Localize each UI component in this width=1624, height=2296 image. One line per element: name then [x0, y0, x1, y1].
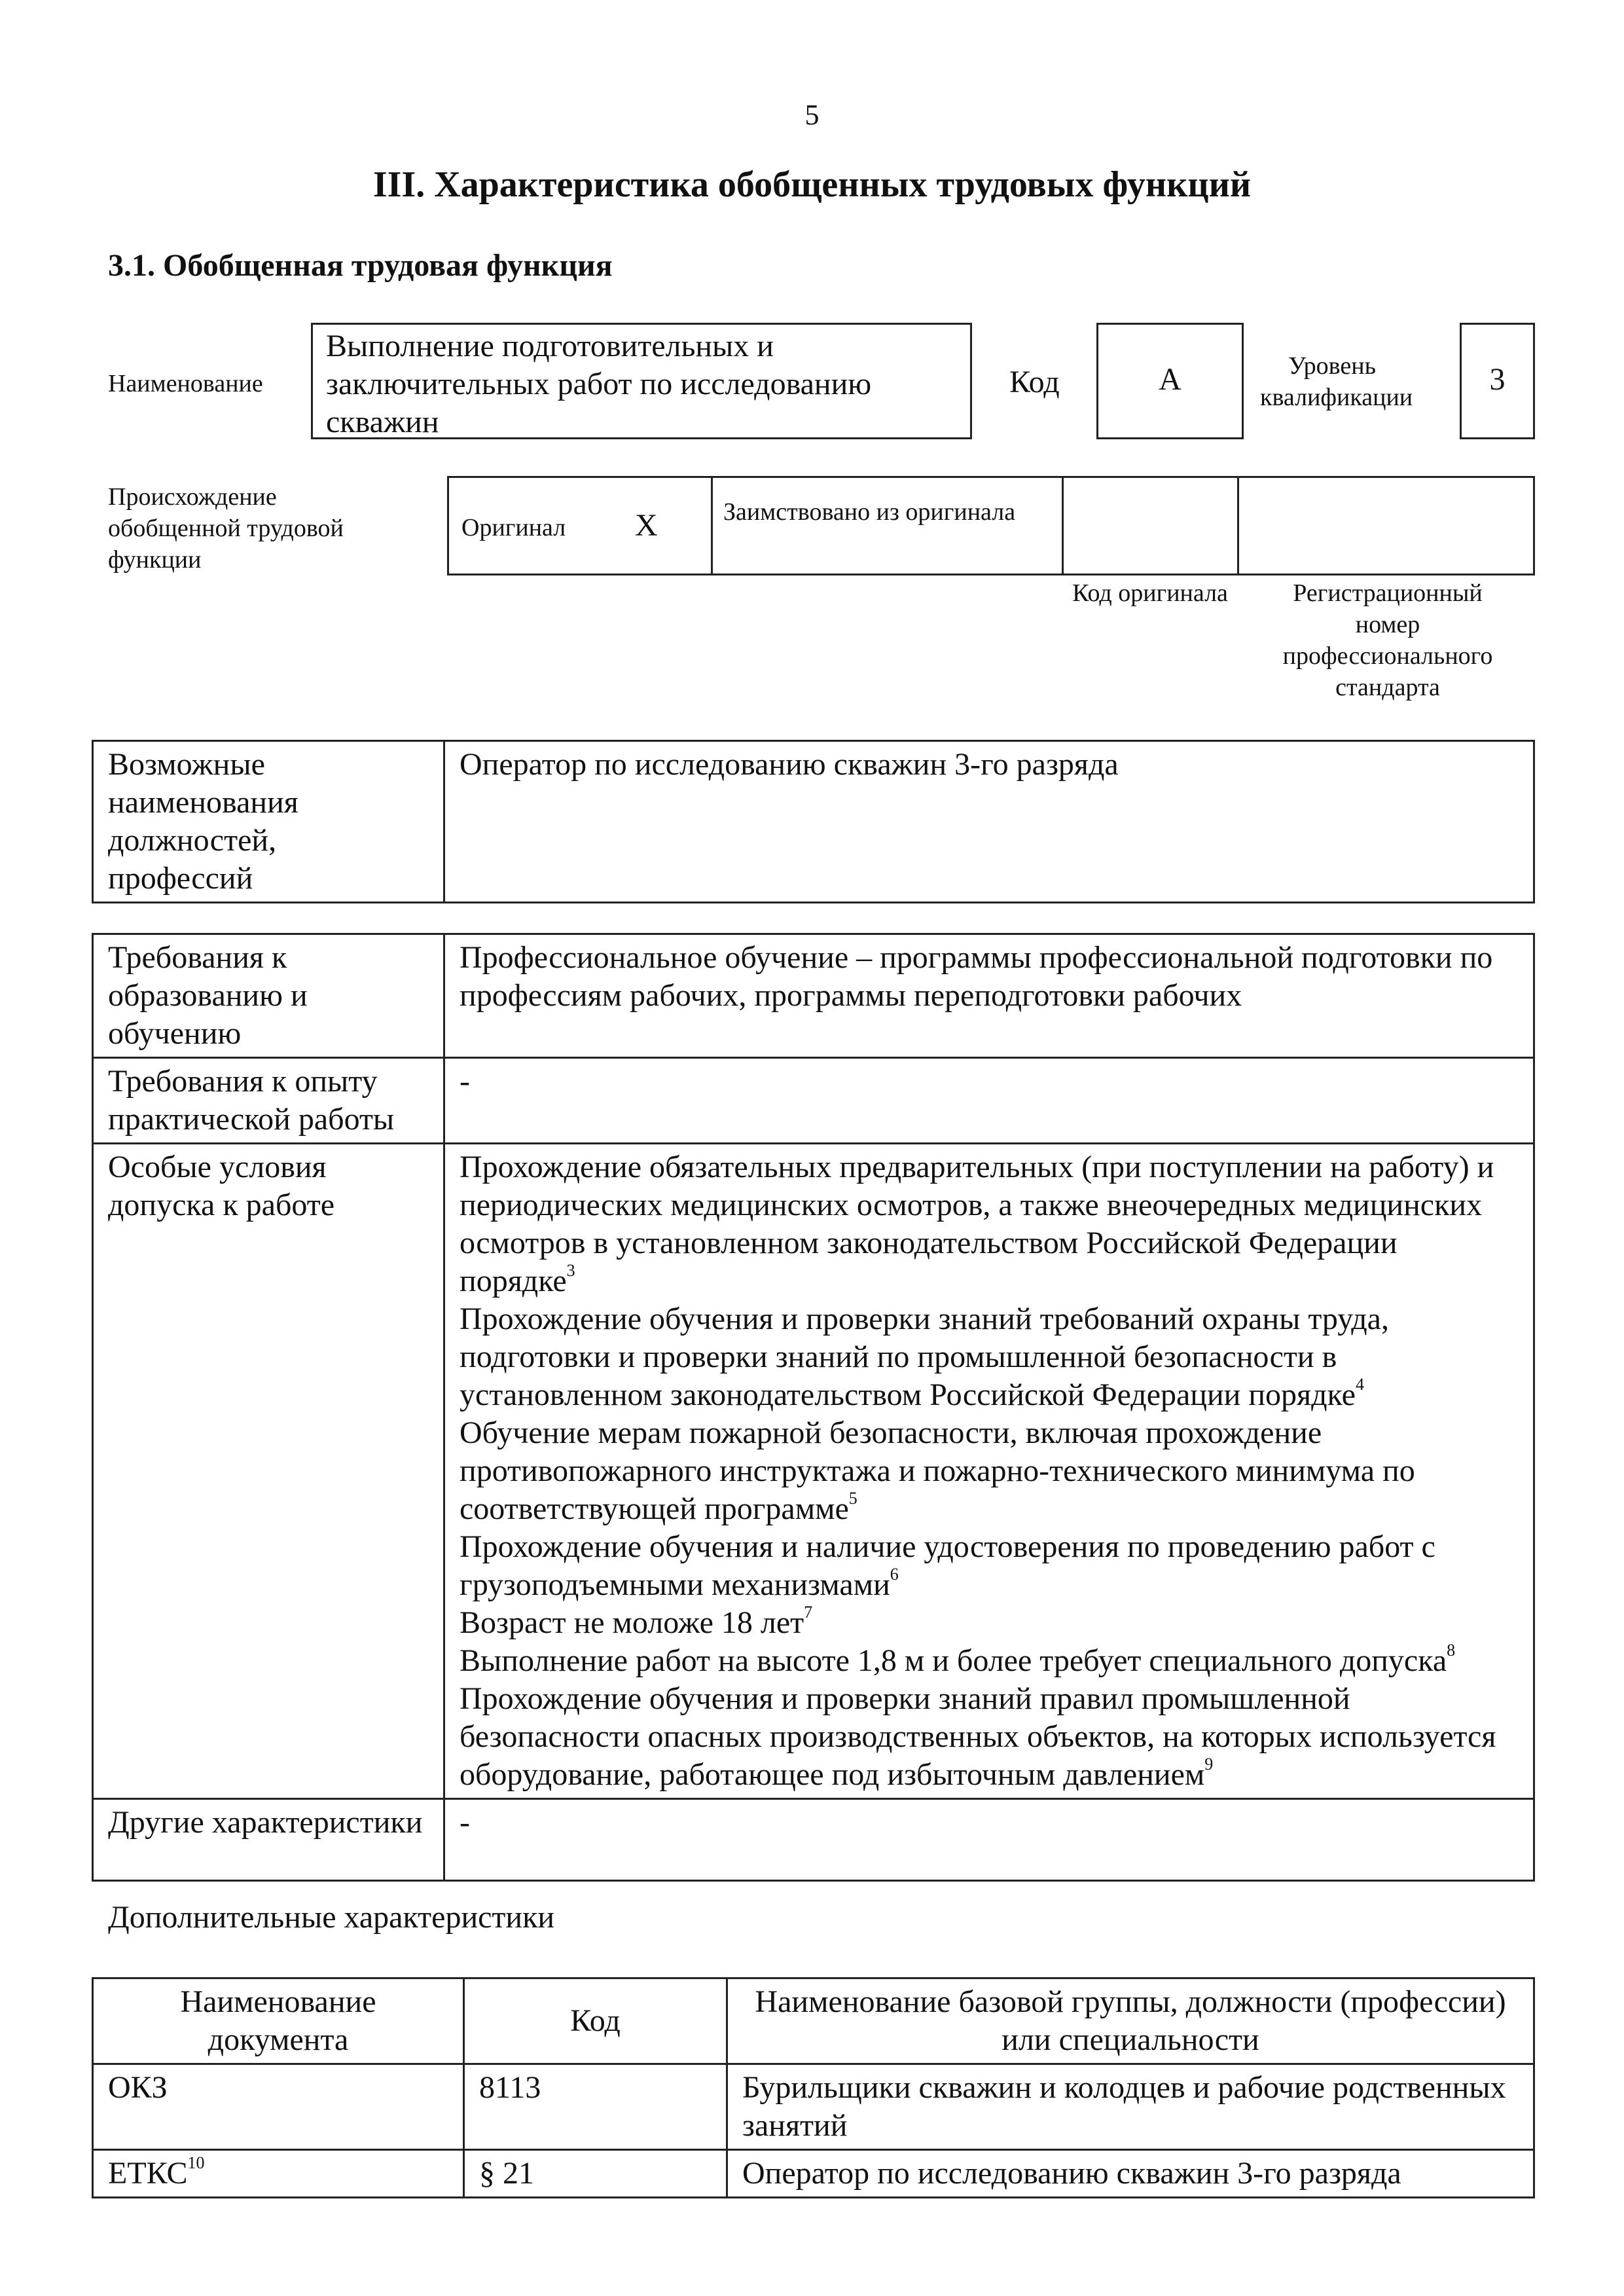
other-label: Другие характеристики: [93, 1799, 444, 1881]
origin-divider-2: [1062, 476, 1064, 575]
special-item-text: Выполнение работ на высоте 1,8 м и более требует специального допуска: [460, 1643, 1447, 1678]
positions-label: Возможные наименования должностей, профессий: [93, 741, 444, 903]
experience-row: [93, 1058, 1534, 1144]
row-name: Оператор по исследованию скважин 3-го разряда: [727, 2150, 1534, 2198]
footnote-ref: 9: [1204, 1755, 1214, 1774]
row-code: 8113: [464, 2064, 727, 2150]
subsection-title: 3.1. Обобщенная трудовая функция: [108, 248, 613, 283]
header-doc: Наименование документа: [93, 1978, 464, 2064]
footnote-ref: 4: [1355, 1375, 1364, 1394]
education-row: [93, 934, 1534, 1058]
special-item: [460, 1414, 1519, 1528]
borrowed-label: Заимствовано из оригинала: [723, 498, 1016, 526]
section-title: III. Характеристика обобщенных трудовых функций: [372, 164, 1252, 205]
page-number: 5: [804, 99, 820, 131]
special-item: [460, 1604, 1519, 1642]
origin-divider-3: [1237, 476, 1239, 575]
row-doc-text: ОКЗ: [108, 2070, 168, 2105]
row-doc: [93, 2064, 464, 2150]
footnote-ref: 6: [890, 1565, 899, 1584]
special-item: [460, 1680, 1519, 1794]
special-item: [460, 1642, 1519, 1680]
row-code: § 21: [464, 2150, 727, 2198]
additional-title: Дополнительные характеристики: [108, 1900, 555, 1935]
footnote-ref: 7: [804, 1603, 813, 1622]
code-label: Код: [1009, 365, 1060, 399]
special-row: [93, 1144, 1534, 1799]
code-value-box: [1096, 323, 1244, 439]
name-label: Наименование: [108, 370, 263, 397]
positions-table: [92, 740, 1535, 903]
special-item-text: Прохождение обучения и проверки знаний требований охраны труда, подготовки и проверки знаний по промышленной безопасности в установленном законодательством Российской Федерации порядке: [460, 1302, 1389, 1412]
special-item: [460, 1300, 1519, 1414]
special-items: [444, 1144, 1534, 1799]
origin-label: Происхождение обобщенной трудовой функции: [108, 483, 344, 574]
special-item-text: Возраст не моложе 18 лет: [460, 1605, 804, 1640]
positions-value: Оператор по исследованию скважин 3-го разряда: [444, 741, 1534, 903]
special-item-text: Прохождение обязательных предварительных (при поступлении на работу) и периодических медицинских осмотров, а также внеочередных медицинских осмотров в установленном законодательством Российской Федерации порядке: [460, 1150, 1494, 1298]
experience-label: Требования к опыту практической работы: [93, 1058, 444, 1144]
other-value: -: [444, 1799, 1534, 1881]
origin-divider-1: [711, 476, 713, 575]
requirements-table: [92, 933, 1535, 1882]
level-label: Уровень квалификации: [1260, 352, 1413, 411]
reg-number-caption: Регистрационный номер профессионального стандарта: [1282, 579, 1493, 701]
original-label: Оригинал: [461, 514, 566, 541]
row-doc-text: ЕТКС: [108, 2156, 188, 2191]
other-row: [93, 1799, 1534, 1881]
header-name: Наименование базовой группы, должности (профессии) или специальности: [727, 1978, 1534, 2064]
education-label: Требования к образованию и обучению: [93, 934, 444, 1058]
code-original-caption: Код оригинала: [1072, 579, 1228, 607]
experience-value: -: [444, 1058, 1534, 1144]
additional-header-row: [93, 1978, 1534, 2064]
special-label: Особые условия допуска к работе: [93, 1144, 444, 1799]
footnote-ref: 5: [848, 1489, 857, 1508]
level-value-box: [1460, 323, 1535, 439]
header-code: Код: [464, 1978, 727, 2064]
special-item-text: Прохождение обучения и наличие удостоверения по проведению работ с грузоподъемными механизмами: [460, 1529, 1435, 1602]
special-item-text: Прохождение обучения и проверки знаний правил промышленной безопасности опасных производственных объектов, на которых используется оборудование, работающее под избыточным давлением: [460, 1681, 1496, 1792]
education-value: Профессиональное обучение – программы профессиональной подготовки по профессиям рабочих, программы переподготовки рабочих: [444, 934, 1534, 1058]
code-value: А: [1159, 362, 1182, 397]
footnote-ref: 3: [566, 1261, 575, 1280]
name-value: Выполнение подготовительных и заключительных работ по исследованию скважин: [326, 329, 872, 439]
name-value-box: [311, 323, 972, 439]
footnote-ref: 8: [1447, 1641, 1456, 1660]
original-mark: Х: [635, 508, 658, 543]
special-item: [460, 1528, 1519, 1604]
level-value: 3: [1489, 362, 1506, 397]
table-row: [93, 2064, 1534, 2150]
footnote-ref: 10: [187, 2153, 205, 2172]
special-item: [460, 1148, 1519, 1300]
special-item-text: Обучение мерам пожарной безопасности, включая прохождение противопожарного инструктажа и пожарно-технического минимума по соответствующей программе: [460, 1415, 1415, 1526]
table-row: [93, 2150, 1534, 2198]
row-name: Бурильщики скважин и колодцев и рабочие родственных занятий: [727, 2064, 1534, 2150]
row-doc: [93, 2150, 464, 2198]
additional-table: [92, 1977, 1535, 2198]
